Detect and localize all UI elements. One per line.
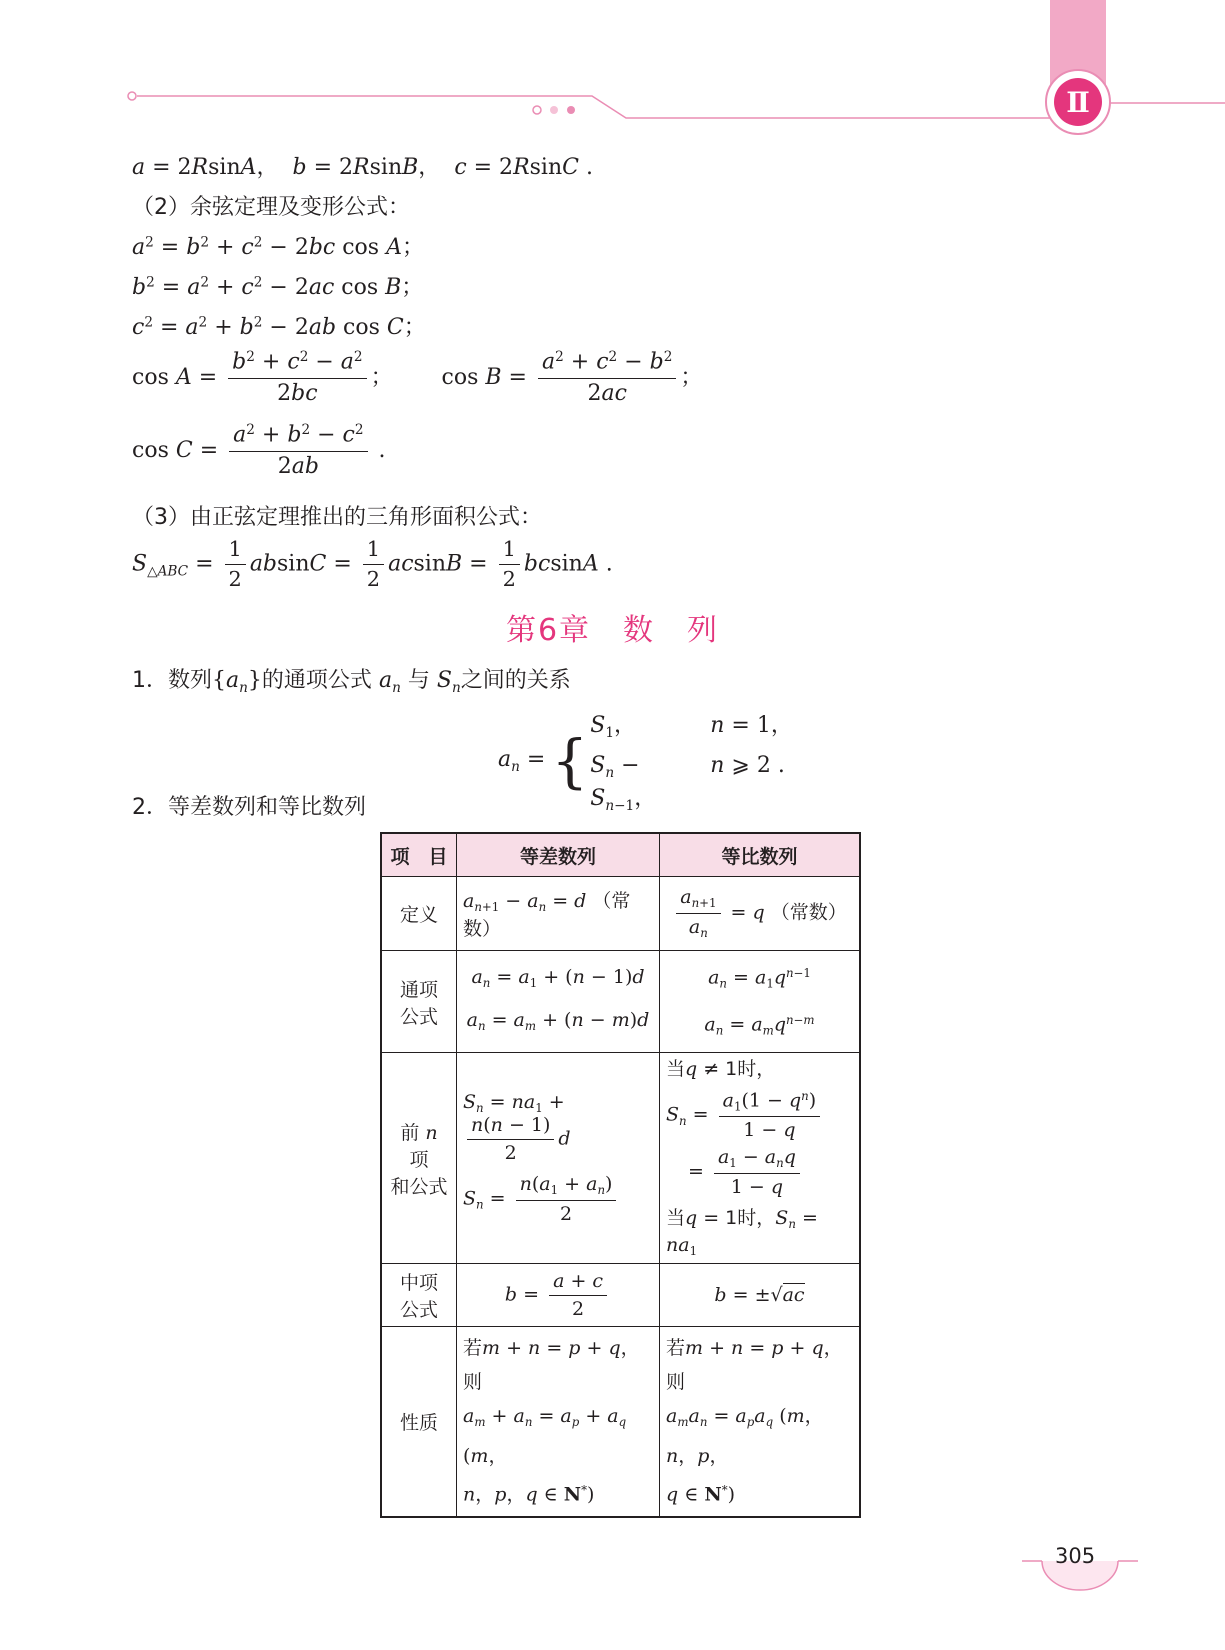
cosine-formula-c: $c^2 = a^2 + b^2 - 2ab$ cos C； [132,314,426,340]
geo-middle-term: b = ±√ac [660,1264,861,1327]
sine-law-line: a = 2RsinA， b = 2RsinB， c = 2RsinC . [132,155,593,180]
geo-general-term: $a_n = a_1q^{n-1}$ $a_n = a_mq^{n-m}$ [660,951,861,1053]
arith-sum: $S_n = na_1$ + $\frac{n(n - 1)}{2}$ d $S_n$ = $\frac{n(a_1 + a_n)}{2}$ [457,1053,660,1264]
header-dot-3 [567,106,575,114]
header-arithmetic: 等差数列 [457,833,660,877]
header-geometric: 等比数列 [660,833,861,877]
row-label-sum: 前 n 项 和公式 [381,1053,457,1264]
row-label-property: 性质 [381,1327,457,1517]
header-line [137,96,1056,118]
piecewise-formula: $a_n$ = { $S_1$， n = 1， $S_n - S_{n-1}$， n ⩾ 2 . [498,713,793,814]
geo-property: 若m + n = p + q，则 $a_ma_n = a_pa_q$ (m，n，p， q ∈ N*) [660,1327,861,1517]
geo-definition: $\frac{a_{n+1}}{a_n}$ = q （常数） [660,877,861,951]
item-2-heading: 2．等差数列和等比数列 [132,795,366,820]
arith-middle-term: b = $\frac{a + c}{2}$ [457,1264,660,1327]
table-row-middle-term [381,1264,860,1327]
cosine-law-title: （2）余弦定理及变形公式： [132,195,410,220]
row-label-middle-term: 中项 公式 [381,1264,457,1327]
item-1-heading: 1．数列$\{a_n\}$的通项公式 $a_n$ 与 $S_n$之间的关系 [132,668,571,696]
arith-general-term: $a_n = a_1 + (n - 1)d$ $a_n = a_m + (n - m)d$ [457,951,660,1053]
cosine-formula-b: $b^2 = a^2 + c^2 - 2ac$ cos B； [132,274,424,300]
area-formula-title: （3）由正弦定理推出的三角形面积公式： [132,505,542,530]
sequence-comparison-table [380,832,861,1518]
cos-ratio-ab: cos A = $\frac{b^2 + c^2 - a^2}{2bc}$ ； cos B = $\frac{a^2 + c^2 - b^2}{2ac}$ ； [132,349,703,406]
table-header-row [381,833,860,877]
page-number: 305 [1055,1544,1096,1568]
arith-definition: $a_{n+1} - a_n = d$ （常数） [457,877,660,951]
cos-ratio-c: cos C = $\frac{a^2 + b^2 - c^2}{2ab}$ . [132,422,386,479]
left-brace: { [551,726,589,795]
table-row-general-term [381,951,860,1053]
table-row-sum [381,1053,860,1264]
chapter-title: 第6章 数 列 [505,613,720,648]
geo-sum: 当q ≠ 1时， $S_n$ = $\frac{a_1(1 - q^n)}{1 - q}$ = $\frac{a_1 - a_nq}{1 - q}$ 当q = 1时，$S_n = na_1$ [660,1053,861,1264]
row-label-general-term: 通项 公式 [381,951,457,1053]
table-row-definition [381,877,860,951]
table-row-property [381,1327,860,1517]
footer-decoration [0,1530,1225,1610]
row-label-definition: 定义 [381,877,457,951]
header-badge-icon: Ⅱ [1066,86,1090,119]
header-dot-2 [550,106,558,114]
header-item: 项 目 [381,833,457,877]
header-start-dot [128,92,136,100]
header-decoration [0,0,1225,140]
header-dot-1 [533,106,541,114]
cosine-formula-a: $a^2 = b^2 + c^2 - 2bc$ cos A； [132,234,424,260]
area-formula: $S_{\triangle ABC}$ = $\frac{1}{2}$ absinC = $\frac{1}{2}$ acsinB = $\frac{1}{2}$ bcsinA . [132,537,613,591]
arith-property: 若m + n = p + q，则 $a_m + a_n = a_p + a_q$ (m， n，p，q ∈ N*) [457,1327,660,1517]
